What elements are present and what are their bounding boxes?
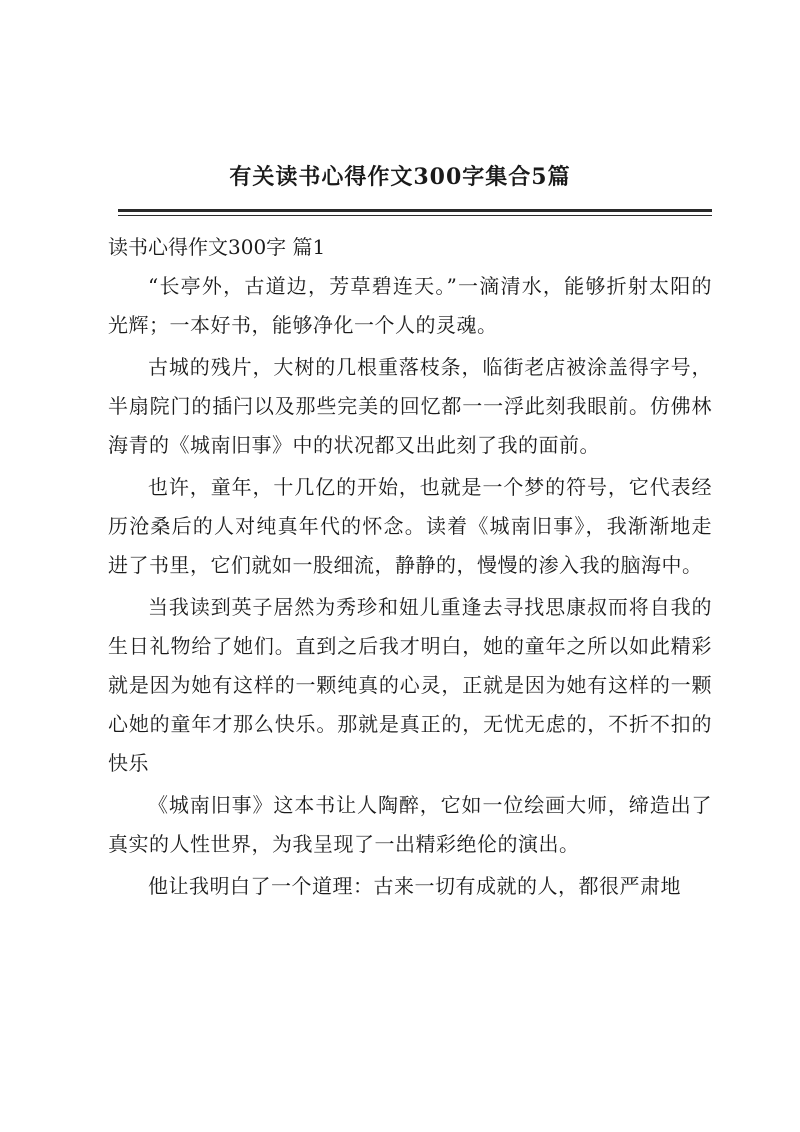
paragraph-2: 古城的残片，大树的几根重落枝条，临街老店被涂盖得字号，半扇院门的插闩以及那些完美的回忆都一一浮此刻我眼前。仿佛林海青的《城南旧事》中的状况都又出此刻了我的面前。 <box>108 355 712 457</box>
title-divider-thick <box>118 209 712 212</box>
paragraph-6: 他让我明白了一个道理：古来一切有成就的人，都很严肃地 <box>148 874 681 898</box>
document-body <box>108 228 712 906</box>
section-heading: 读书心得作文300字 篇1 <box>108 235 326 259</box>
paragraph-5: 《城南旧事》这本书让人陶醉，它如一位绘画大师，缔造出了真实的人性世界，为我呈现了一出精彩绝伦的演出。 <box>108 793 712 856</box>
paragraph-1: “长亭外，古道边，芳草碧连天。”一滴清水，能够折射太阳的光辉；一本好书，能够净化一个人的灵魂。 <box>108 274 712 337</box>
paragraph-4: 当我读到英子居然为秀珍和妞儿重逢去寻找思康叔而将自我的生日礼物给了她们。直到之后我才明白，她的童年之所以如此精彩就是因为她有这样的一颗纯真的心灵，正就是因为她有这样的一颗心她的童年才那么快乐。那就是真正的，无忧无虑的，不折不扣的快乐 <box>108 595 712 775</box>
title-divider-thin <box>118 215 712 216</box>
document-title: 有关读书心得作文300字集合5篇 <box>229 164 571 190</box>
paragraph-3: 也许，童年，十几亿的开始，也就是一个梦的符号，它代表经历沧桑后的人对纯真年代的怀念。读着《城南旧事》，我渐渐地走进了书里，它们就如一股细流，静静的，慢慢的渗入我的脑海中。 <box>108 475 712 577</box>
